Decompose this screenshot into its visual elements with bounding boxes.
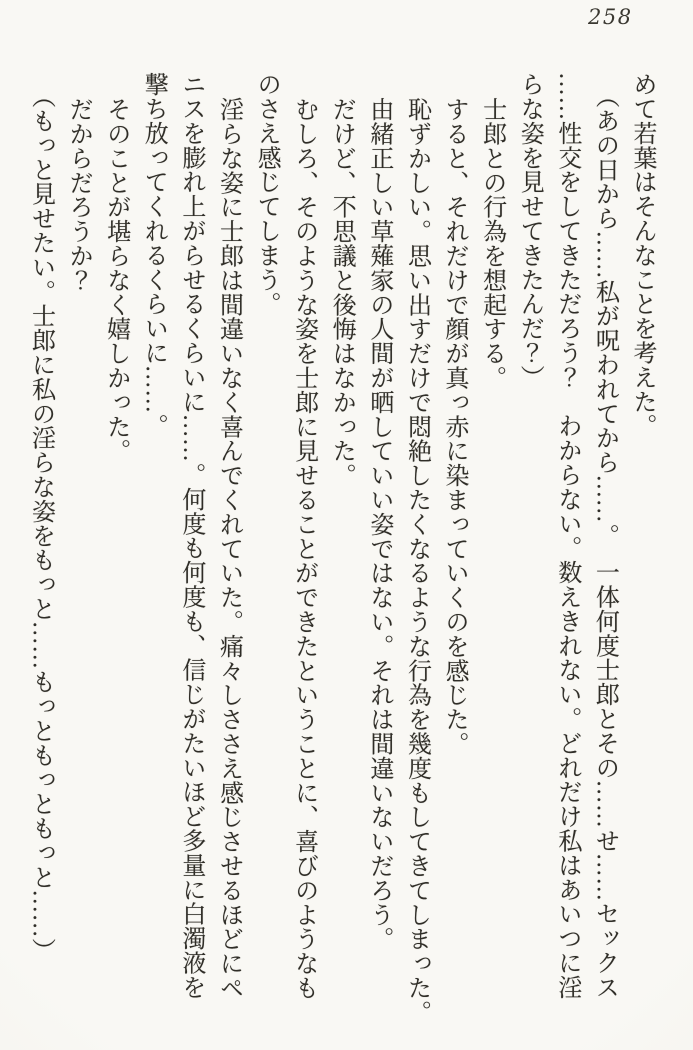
text-column: 由緒正しい草薙家の人間が晒していい姿ではない。それは間違いないだろう。: [365, 97, 392, 951]
text-column: 淫らな姿に士郎は間違いなく喜んでくれていた。痛々しささえ感じさせるほどにペ: [215, 97, 242, 1000]
text-column: 撃ち放ってくれるくらいに……。: [140, 72, 167, 438]
text-column: めて若葉はそんなことを考えた。: [629, 72, 655, 438]
text-column: （もっと見せたい。士郎に私の淫らな姿をもっと……もっともっともっと……）: [27, 84, 54, 963]
text-column: 士郎との行為を想起する。: [478, 97, 505, 390]
text-block: [21, 72, 660, 1025]
text-column: （あの日から……私が呪われてから……。 一体何度士郎とその……せ……セックス: [591, 84, 618, 1000]
page-number: 258: [588, 5, 633, 29]
text-column: 恥ずかしい。思い出すだけで悶絶したくなるような行為を幾度もしてきてしまった。: [403, 97, 430, 1025]
text-column: すると、それだけで顔が真っ赤に染まっていくのを感じた。: [441, 97, 468, 756]
text-column: だけど、不思議と後悔はなかった。: [328, 97, 355, 488]
text-column: そのことが堪らなく嬉しかった。: [102, 97, 129, 463]
text-column: ……性交をしてきただろう？ わからない。数えきれない。どれだけ私はあいつに淫: [553, 72, 580, 1000]
text-column: ニスを膨れ上がらせるくらいに……。何度も何度も、信じがたいほど多量に白濁液を: [177, 72, 204, 1000]
text-column: のさえ感じてしまう。: [253, 72, 280, 316]
text-column: だからだろうか？: [65, 97, 92, 293]
text-column: らな姿を見せてきたんだ？）: [516, 72, 543, 390]
text-column: むしろ、そのような姿を士郎に見せることができたということに、喜びのようなも: [290, 97, 317, 1000]
